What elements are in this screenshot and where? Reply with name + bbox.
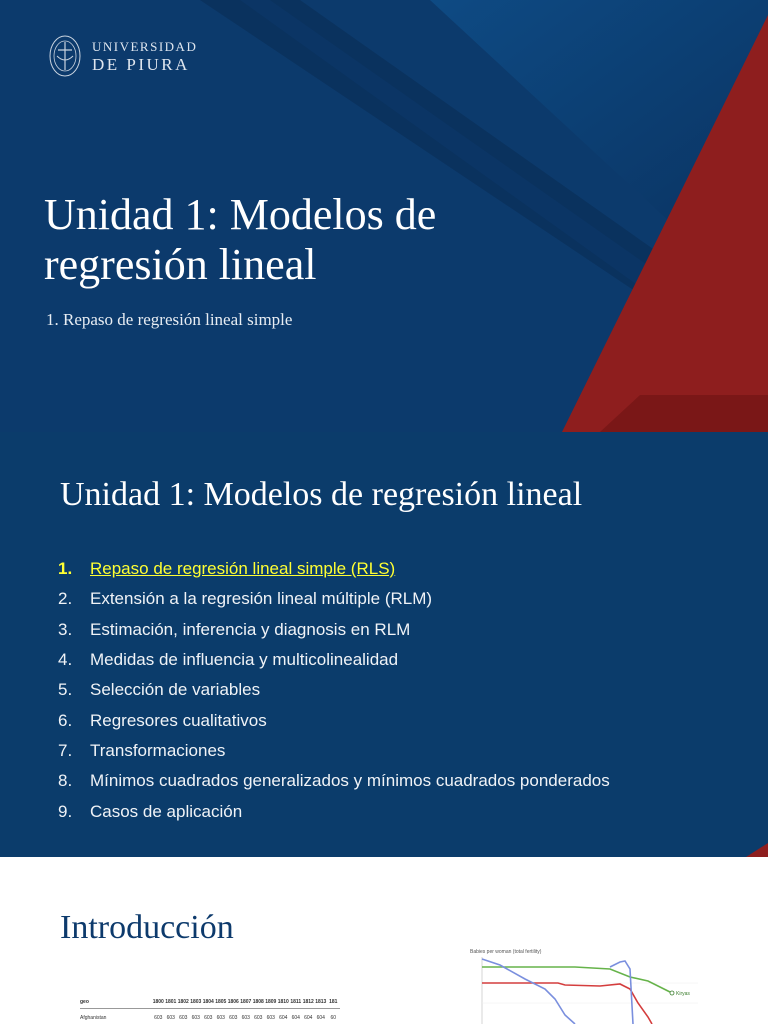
table-cell: 603 [254,1015,263,1021]
fertility-chart [470,947,698,1024]
agenda-item-number: 8. [58,771,73,791]
agenda-item-text: Extensión a la regresión lineal múltiple (RLM) [90,589,433,609]
table-cell: 603 [179,1015,188,1021]
chart-plot [470,947,698,1024]
table-cell: 603 [191,1015,200,1021]
table-row [80,1015,340,1021]
agenda-list [58,554,758,827]
agenda-item-text: Transformaciones [90,740,226,760]
agenda-item-text: Mínimos cuadrados generalizados y mínimos cuadrados ponderados [90,771,610,791]
table-cell: 60 [330,1015,337,1021]
table-cell: 603 [216,1015,225,1021]
table-header-cell: 1802 [177,999,189,1005]
corner-accent [746,843,768,857]
agenda-item-number: 2. [58,589,73,609]
table-cell: 603 [204,1015,213,1021]
chart-title: Babies per woman (total fertility) [470,949,542,955]
table-header-geo: geo [80,999,89,1005]
table-header-cell: 1812 [302,999,314,1005]
agenda-item [58,554,758,584]
agenda-item-number: 4. [58,650,73,670]
agenda-title: Unidad 1: Modelos de regresión lineal [60,476,583,513]
table-cell: 603 [241,1015,250,1021]
agenda-item [58,675,758,705]
table-header-cell: 1806 [227,999,239,1005]
intro-title: Introducción [60,909,234,946]
university-logo [48,34,197,78]
intro-slide [0,857,768,1024]
table-header-cell: 1805 [215,999,227,1005]
agenda-item-text: Selección de variables [90,680,261,700]
table-header-cell: 1804 [202,999,214,1005]
table-cell: 604 [304,1015,313,1021]
agenda-item-link[interactable]: Repaso de regresión lineal simple (RLS) [90,559,396,579]
table-header-cell: 1811 [290,999,302,1005]
agenda-item-text: Estimación, inferencia y diagnosis en RLM [90,619,411,639]
table-header-cell: 1808 [252,999,264,1005]
title-slide [0,0,768,432]
table-header-cell: 1800 [152,999,164,1005]
university-seal-icon [48,34,82,78]
table-cell: 603 [229,1015,238,1021]
table-cell: 604 [316,1015,325,1021]
agenda-item-number: 9. [58,801,73,821]
logo-line-2: DE PIURA [92,54,190,74]
agenda-slide [0,432,768,857]
agenda-item-text: Casos de aplicación [90,801,243,821]
table-header-cell: 1801 [165,999,177,1005]
data-table [80,999,340,1021]
agenda-item-text: Medidas de influencia y multicolinealidad [90,650,399,670]
table-header-cell: 1803 [190,999,202,1005]
table-cell: 604 [291,1015,300,1021]
agenda-item [58,705,758,735]
chart-series-label: Kiryas [676,991,690,997]
table-header-cell: 1807 [240,999,252,1005]
table-cell: 603 [266,1015,275,1021]
agenda-item-number: 5. [58,680,73,700]
agenda-item-number: 7. [58,740,73,760]
table-header-cell: 181 [329,999,338,1005]
agenda-item [58,615,758,645]
table-header-cell: 1810 [277,999,289,1005]
agenda-item-number: 6. [58,710,73,730]
agenda-item-text: Regresores cualitativos [90,710,267,730]
table-cell: 603 [154,1015,163,1021]
logo-line-1: UNIVERSIDAD [92,38,198,54]
table-cell: 603 [166,1015,175,1021]
agenda-item [58,766,758,796]
chart-endpoint-marker [670,991,674,995]
agenda-item [58,645,758,675]
table-header-cell: 1813 [315,999,327,1005]
agenda-item-number: 1. [58,559,73,579]
agenda-item [58,736,758,766]
agenda-item [58,796,758,826]
agenda-item-number: 3. [58,619,73,639]
table-row-label: Afghanistan [80,1015,107,1021]
slide-title: Unidad 1: Modelos de regresión lineal [44,190,437,289]
agenda-item [58,584,758,614]
table-cell: 604 [279,1015,288,1021]
table-header-cell: 1809 [265,999,277,1005]
chart-series-blue [482,959,575,1024]
table-header-row [80,999,340,1009]
slide-subtitle: 1. Repaso de regresión lineal simple [46,310,293,329]
